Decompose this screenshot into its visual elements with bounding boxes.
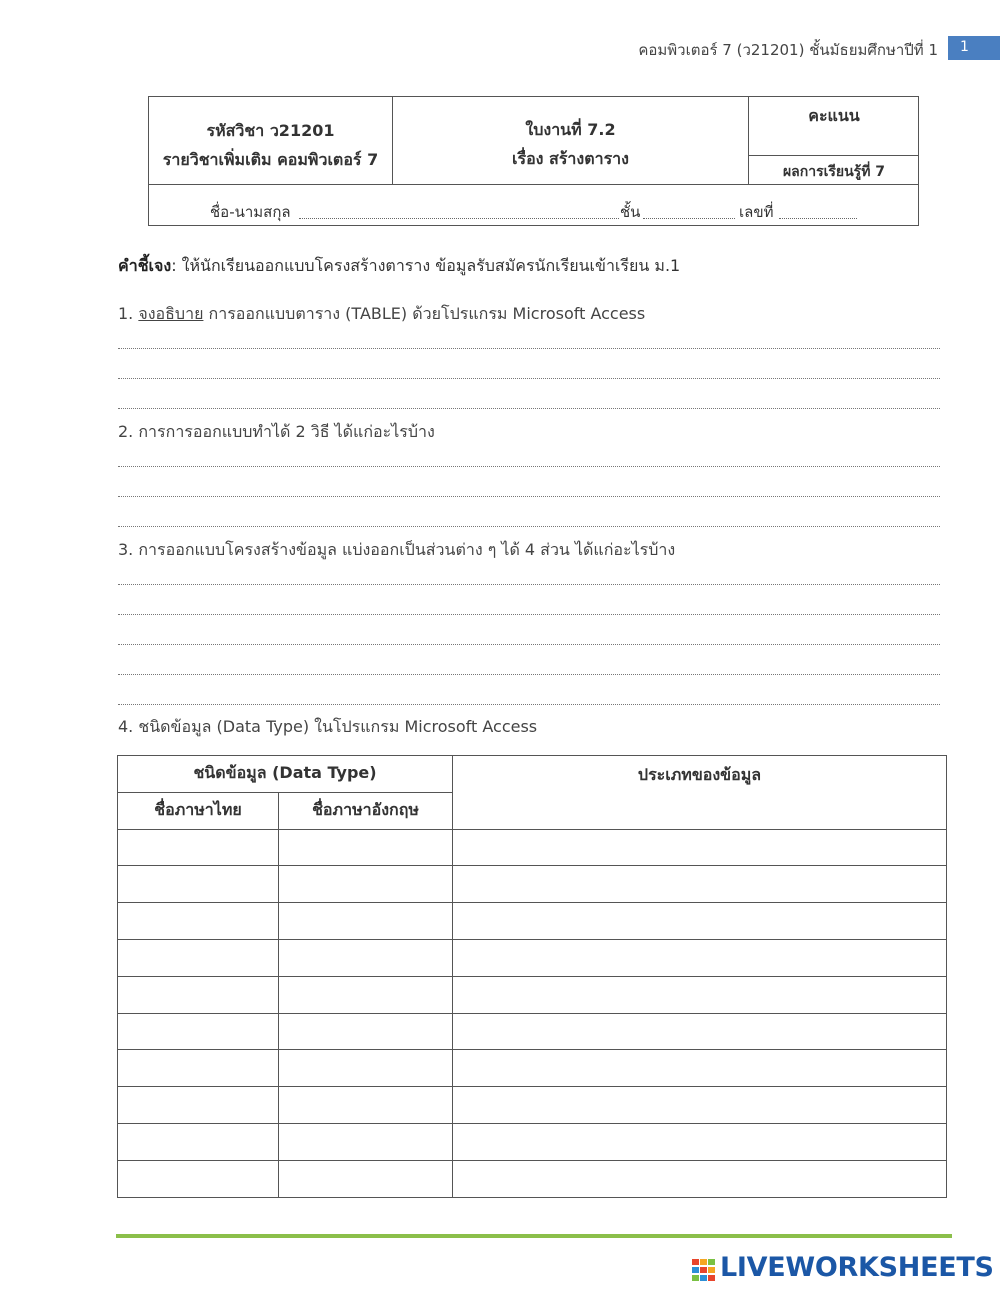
answer-line[interactable] — [118, 674, 940, 675]
question-4 — [118, 715, 537, 740]
table-row — [118, 829, 947, 866]
thai-name-cell[interactable] — [118, 866, 279, 903]
answer-line[interactable] — [118, 526, 940, 527]
thai-name-cell[interactable] — [118, 976, 279, 1013]
english-name-header: ชื่อภาษาอังกฤษ — [279, 792, 453, 829]
thai-name-cell[interactable] — [118, 903, 279, 940]
answer-line[interactable] — [118, 704, 940, 705]
student-info-row — [149, 184, 918, 226]
question-2 — [118, 420, 435, 445]
liveworksheets-brand[interactable]: LIVEWORKSHEETS — [720, 1252, 994, 1283]
description-cell[interactable] — [453, 1123, 947, 1160]
english-name-cell[interactable] — [279, 1087, 453, 1124]
instructions — [118, 254, 680, 279]
english-name-cell[interactable] — [279, 976, 453, 1013]
answer-line[interactable] — [118, 584, 940, 585]
english-name-cell[interactable] — [279, 1013, 453, 1050]
table-row — [118, 903, 947, 940]
course-info — [149, 97, 393, 184]
table-row — [118, 1087, 947, 1124]
thai-name-cell[interactable] — [118, 829, 279, 866]
footer-rule — [116, 1234, 952, 1238]
question-text: ชนิดข้อมูล (Data Type) ในโปรแกรม Microsoft Access — [138, 717, 538, 736]
question-number: 1. — [118, 304, 134, 323]
english-name-cell[interactable] — [279, 939, 453, 976]
course-code: รหัสวิชา ว21201 — [206, 121, 335, 140]
question-1 — [118, 302, 645, 327]
thai-name-cell[interactable] — [118, 1050, 279, 1087]
english-name-cell[interactable] — [279, 1050, 453, 1087]
english-name-cell[interactable] — [279, 829, 453, 866]
score-label: คะแนน — [749, 97, 919, 156]
name-field[interactable] — [299, 218, 619, 219]
answer-line[interactable] — [118, 378, 940, 379]
description-cell[interactable] — [453, 1087, 947, 1124]
name-label: ชื่อ-นามสกุล — [210, 203, 291, 221]
english-name-cell[interactable] — [279, 1123, 453, 1160]
thai-name-header: ชื่อภาษาไทย — [118, 792, 279, 829]
answer-line[interactable] — [118, 408, 940, 409]
thai-name-cell[interactable] — [118, 1160, 279, 1197]
table-row — [118, 1160, 947, 1197]
question-emphasis: จงอธิบาย — [138, 304, 204, 323]
table-header-row — [118, 756, 947, 793]
question-number: 4. — [118, 717, 134, 736]
class-label: ชั้น — [620, 203, 641, 221]
worksheet-header-box — [148, 96, 919, 226]
table-row — [118, 939, 947, 976]
answer-line[interactable] — [118, 644, 940, 645]
page-number: 1 — [948, 36, 1000, 60]
answer-line[interactable] — [118, 348, 940, 349]
english-name-cell[interactable] — [279, 1160, 453, 1197]
description-cell[interactable] — [453, 1050, 947, 1087]
number-label: เลขที่ — [739, 203, 774, 221]
question-number: 2. — [118, 422, 134, 441]
question-text: การออกแบบโครงสร้างข้อมูล แบ่งออกเป็นส่วนต่าง ๆ ได้ 4 ส่วน ได้แก่อะไรบ้าง — [138, 540, 676, 559]
table-row — [118, 866, 947, 903]
question-text: การออกแบบตาราง (TABLE) ด้วยโปรแกรม Microsoft Access — [203, 304, 646, 323]
description-cell[interactable] — [453, 976, 947, 1013]
thai-name-cell[interactable] — [118, 1123, 279, 1160]
class-field[interactable] — [643, 218, 735, 219]
running-header: คอมพิวเตอร์ 7 (ว21201) ชั้นมัธยมศึกษาปีที่ 1 — [638, 41, 938, 59]
instructions-label: คำชี้เจง — [118, 256, 172, 275]
table-row — [118, 1013, 947, 1050]
data-type-group-header: ชนิดข้อมูล (Data Type) — [118, 756, 453, 793]
table-row — [118, 1050, 947, 1087]
thai-name-cell[interactable] — [118, 1087, 279, 1124]
table-row — [118, 976, 947, 1013]
english-name-cell[interactable] — [279, 903, 453, 940]
worksheet-info — [393, 97, 749, 184]
number-field[interactable] — [779, 218, 857, 219]
description-cell[interactable] — [453, 1013, 947, 1050]
description-cell[interactable] — [453, 939, 947, 976]
description-cell[interactable] — [453, 866, 947, 903]
description-cell[interactable] — [453, 1160, 947, 1197]
liveworksheets-logo-icon — [692, 1259, 716, 1281]
thai-name-cell[interactable] — [118, 939, 279, 976]
worksheet-topic: เรื่อง สร้างตาราง — [512, 149, 629, 168]
thai-name-cell[interactable] — [118, 1013, 279, 1050]
description-cell[interactable] — [453, 903, 947, 940]
description-header: ประเภทของข้อมูล — [453, 756, 947, 830]
learning-outcome: ผลการเรียนรู้ที่ 7 — [782, 164, 886, 180]
question-text: การการออกแบบทำได้ 2 วิธี ได้แก่อะไรบ้าง — [138, 422, 435, 441]
english-name-cell[interactable] — [279, 866, 453, 903]
instructions-text: : ให้นักเรียนออกแบบโครงสร้างตาราง ข้อมูลรับสมัครนักเรียนเข้าเรียน ม.1 — [171, 256, 681, 275]
worksheet-number: ใบงานที่ 7.2 — [525, 120, 616, 139]
data-type-table — [117, 755, 947, 1198]
question-3 — [118, 538, 675, 563]
answer-line[interactable] — [118, 614, 940, 615]
table-row — [118, 1123, 947, 1160]
answer-line[interactable] — [118, 466, 940, 467]
description-cell[interactable] — [453, 829, 947, 866]
course-name: รายวิชาเพิ่มเติม คอมพิวเตอร์ 7 — [162, 150, 379, 169]
question-number: 3. — [118, 540, 134, 559]
answer-line[interactable] — [118, 496, 940, 497]
